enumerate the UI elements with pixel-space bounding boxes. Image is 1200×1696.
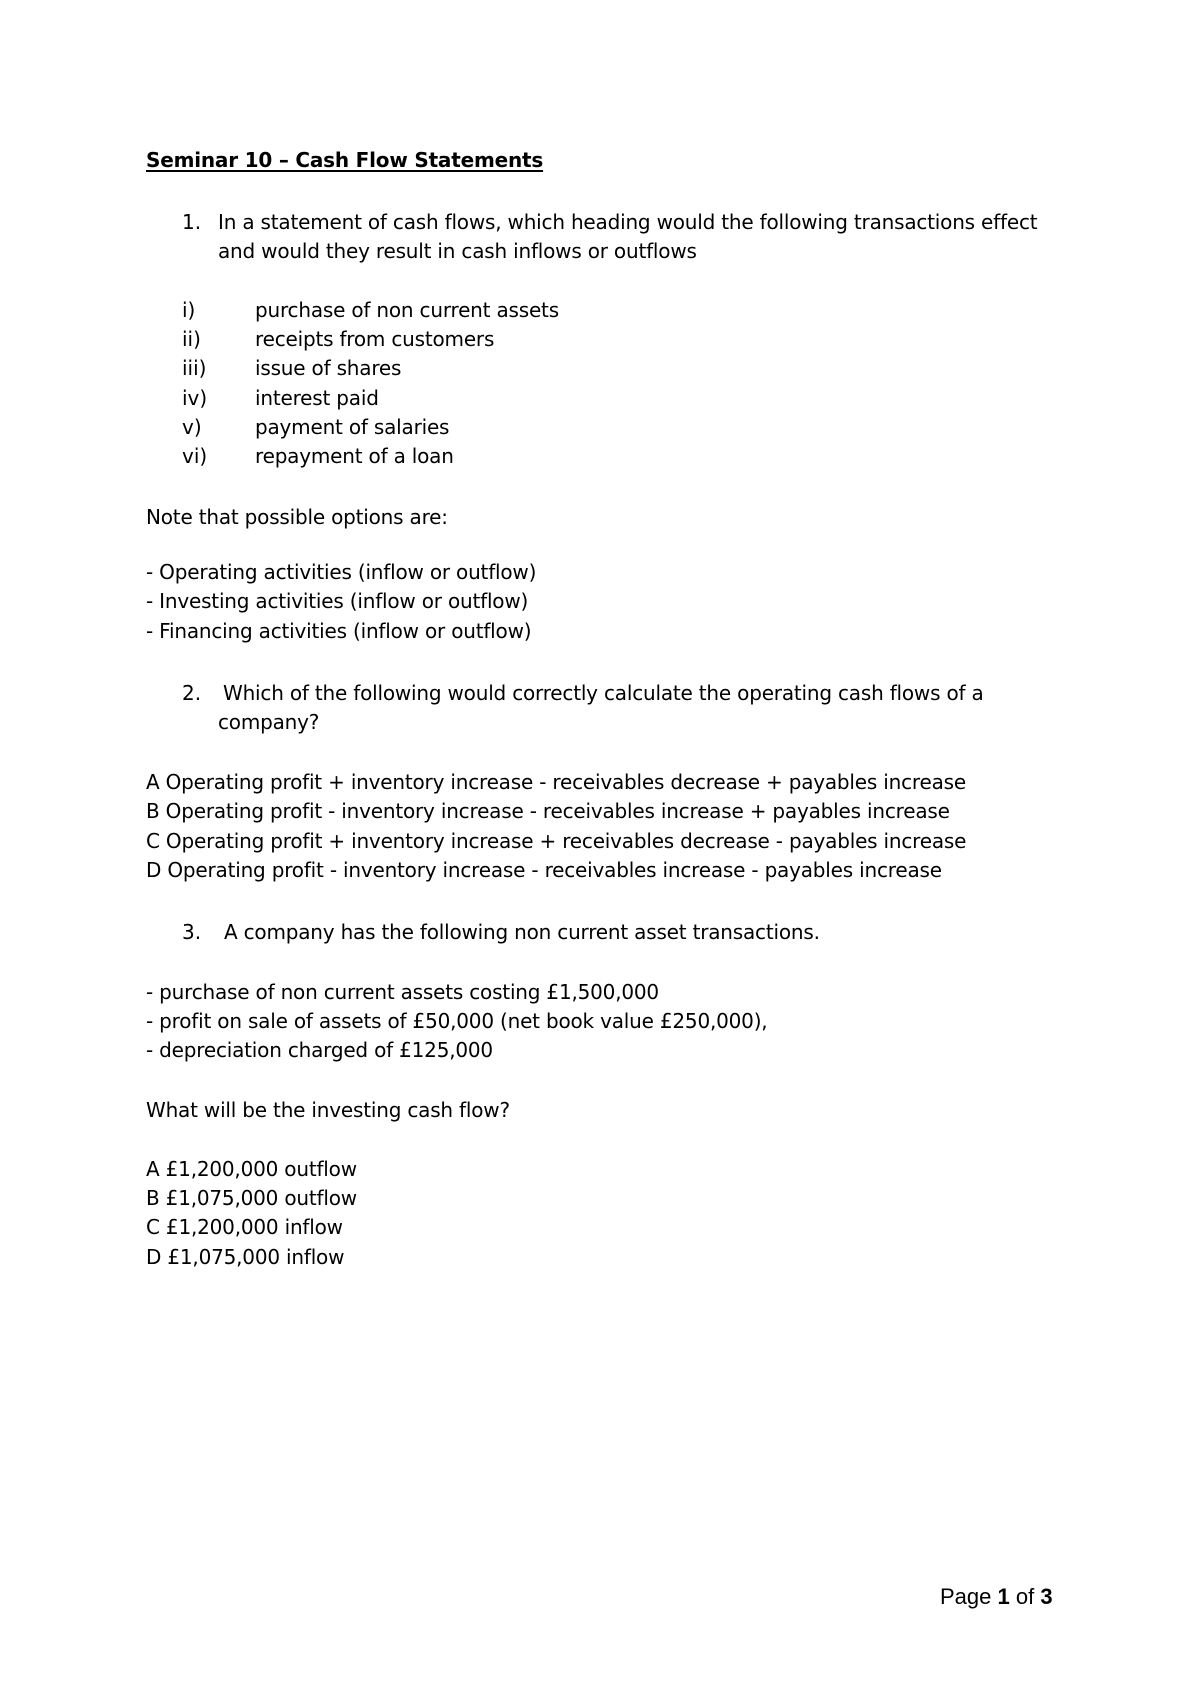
- q1-item-numeral: vi): [182, 444, 208, 468]
- footer-of-word: of: [1015, 1584, 1035, 1609]
- q1-item-numeral: iii): [182, 356, 207, 380]
- q1-number: 1.: [182, 210, 202, 234]
- q3-transaction: - profit on sale of assets of £50,000 (net book value £250,000),: [146, 1009, 768, 1033]
- q3-answer: D £1,075,000 inflow: [146, 1245, 345, 1269]
- q3-text-line1: A company has the following non current asset transactions.: [224, 920, 820, 944]
- page-number-footer: [940, 1583, 1053, 1611]
- q1-item-text: issue of shares: [255, 356, 402, 380]
- footer-total-pages: 3: [1040, 1584, 1053, 1609]
- page-title: [146, 146, 543, 174]
- q2-answer: B Operating profit - inventory increase - receivables increase + payables increase: [146, 799, 950, 823]
- q1-option: - Operating activities (inflow or outflow): [146, 560, 537, 584]
- q3-transaction: - depreciation charged of £125,000: [146, 1038, 493, 1062]
- q3-question: What will be the investing cash flow?: [146, 1098, 510, 1122]
- q2-answer: D Operating profit - inventory increase - receivables increase - payables increase: [146, 858, 942, 882]
- q3-number: 3.: [182, 920, 202, 944]
- footer-page-word: Page: [940, 1584, 992, 1609]
- q1-text-line2: and would they result in cash inflows or outflows: [218, 239, 697, 263]
- footer-current-page: 1: [997, 1584, 1010, 1609]
- q3-answer: C £1,200,000 inflow: [146, 1215, 343, 1239]
- q1-text-line1: In a statement of cash flows, which heading would the following transactions effect: [218, 210, 1038, 234]
- q1-item-text: purchase of non current assets: [255, 298, 559, 322]
- q1-item-numeral: iv): [182, 386, 208, 410]
- q1-item-numeral: ii): [182, 327, 201, 351]
- q1-option: - Investing activities (inflow or outflow): [146, 589, 529, 613]
- q3-answer: B £1,075,000 outflow: [146, 1186, 357, 1210]
- q3-transaction: - purchase of non current assets costing £1,500,000: [146, 980, 659, 1004]
- q1-item-text: repayment of a loan: [255, 444, 454, 468]
- q2-answer: A Operating profit + inventory increase - receivables decrease + payables increase: [146, 770, 966, 794]
- q1-item-text: receipts from customers: [255, 327, 495, 351]
- q1-item-numeral: i): [182, 298, 196, 322]
- q2-text-line1: Which of the following would correctly calculate the operating cash flows of a: [223, 681, 984, 705]
- q1-item-text: payment of salaries: [255, 415, 450, 439]
- q1-note: Note that possible options are:: [146, 505, 448, 529]
- q1-item-text: interest paid: [255, 386, 379, 410]
- q2-number: 2.: [182, 681, 202, 705]
- q3-answer: A £1,200,000 outflow: [146, 1157, 357, 1181]
- q2-text-line2: company?: [218, 710, 320, 734]
- q2-answer: C Operating profit + inventory increase + receivables decrease - payables increase: [146, 829, 967, 853]
- q1-item-numeral: v): [182, 415, 202, 439]
- q1-option: - Financing activities (inflow or outflow): [146, 619, 532, 643]
- title-text: Seminar 10 – Cash Flow Statements: [146, 148, 544, 172]
